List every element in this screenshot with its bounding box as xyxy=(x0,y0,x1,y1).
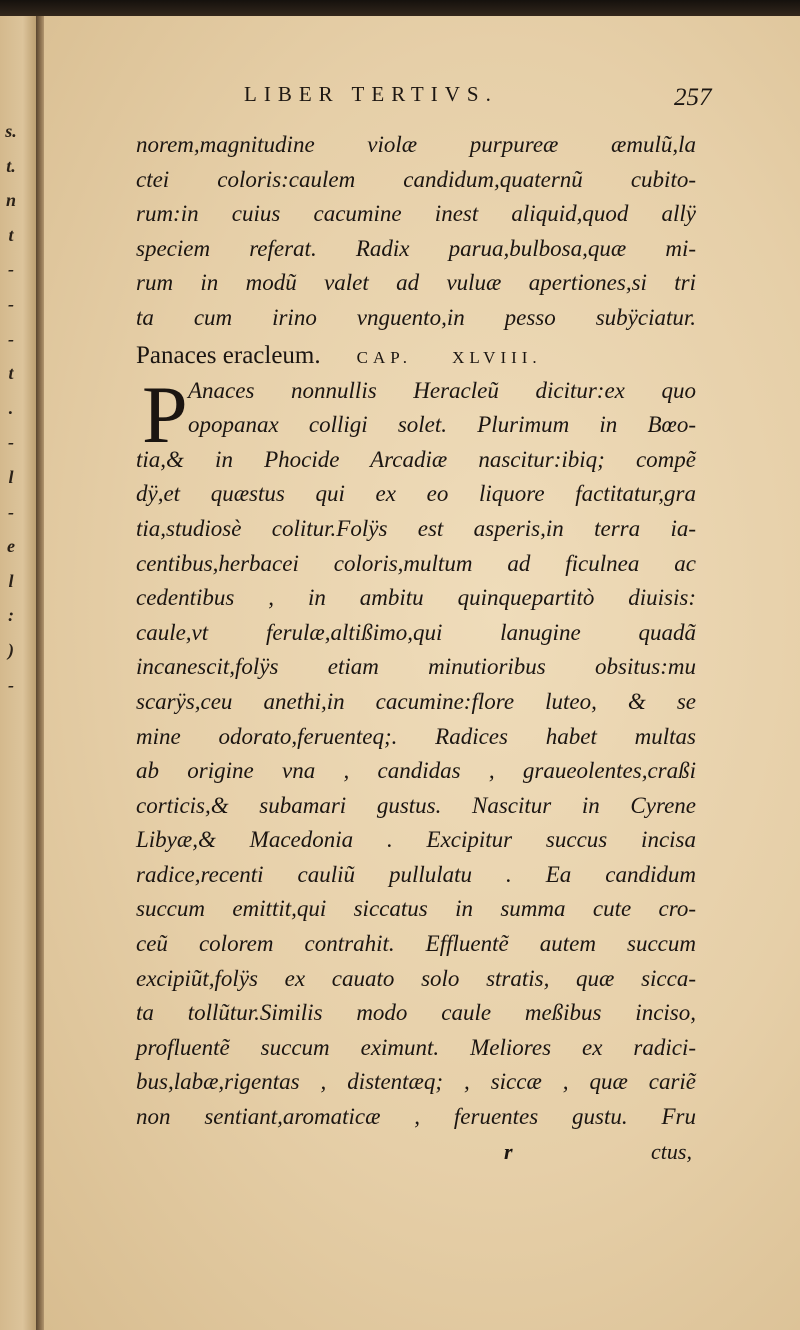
text-line: opopanax colligi solet. Plurimum in Bœo- xyxy=(188,412,696,438)
text-line: excipiũt,folÿs ex cauato solo stratis, quæ sicca- xyxy=(136,965,696,991)
facing-page-glyph: ) xyxy=(8,640,14,660)
text-line: ab origine vna , candidas , graueolentes,craßi xyxy=(136,758,696,784)
facing-page-glyph: - xyxy=(8,259,14,280)
text-line: ctei coloris:caulem candidum,quaternũ cubito- xyxy=(136,166,696,192)
facing-page-glyph: t. xyxy=(6,155,16,176)
chapter-number: XLVIII. xyxy=(452,347,542,367)
text-line: ta cum irino vnguento,in pesso subÿciatur. xyxy=(136,304,696,330)
facing-page-glyph: - xyxy=(8,501,14,522)
catchword: ctus, xyxy=(651,1138,692,1164)
text-line: corticis,& subamari gustus. Nascitur in Cyrene xyxy=(136,792,696,818)
facing-page-glyph: t xyxy=(8,224,14,245)
chapter-title: Panaces eracleum. xyxy=(136,341,321,369)
text-line: Anaces nonnullis Heracleũ dicitur:ex quo xyxy=(188,377,696,403)
text-line: non sentiant,aromaticæ , feruentes gustu. Fru xyxy=(136,1104,696,1130)
text-line: tia,studiosè colitur.Folÿs est asperis,in terra ia- xyxy=(136,515,696,541)
text-line: profluentẽ succum eximunt. Meliores ex radici- xyxy=(136,1034,696,1060)
facing-page-glyph: e xyxy=(7,536,15,557)
facing-page-glyph: - xyxy=(8,432,14,453)
running-head: LIBER TERTIVS. xyxy=(244,82,498,106)
text-line: succum emittit,qui siccatus in summa cute cro- xyxy=(136,896,696,922)
page-number: 257 xyxy=(674,84,712,111)
facing-page-glyph: : xyxy=(8,605,14,626)
facing-page-edge xyxy=(0,16,38,1330)
facing-page-glyph: t xyxy=(8,363,14,384)
text-line: incanescit,folÿs etiam minutioribus obsitus:mu xyxy=(136,654,696,680)
text-line: ta tollũtur.Similis modo caule meßibus inciso, xyxy=(136,1000,696,1026)
text-line: ceũ colorem contrahit. Effluentẽ autem succum xyxy=(136,931,696,957)
facing-page-glyph: l xyxy=(8,570,14,591)
facing-page-glyph: - xyxy=(8,328,14,349)
text-line: dÿ,et quæstus qui ex eo liquore factitatur,gra xyxy=(136,481,696,507)
body-paragraph xyxy=(136,443,696,1135)
chapter-label: CAP. xyxy=(356,347,413,367)
text-line: cedentibus , in ambitu quinquepartitò diuisis: xyxy=(136,585,696,611)
text-line: rum in modũ valet ad vuluæ apertiones,si tri xyxy=(136,270,696,296)
text-line: Libyæ,& Macedonia . Excipitur succus incisa xyxy=(136,827,696,853)
text-line: scarÿs,ceu anethi,in cacumine:flore luteo, & se xyxy=(136,688,696,714)
text-line: centibus,herbacei coloris,multum ad ficulnea ac xyxy=(136,550,696,576)
text-line: mine odorato,feruenteq;. Radices habet multas xyxy=(136,723,696,749)
text-line: caule,vt ferulæ,altißimo,qui lanugine quadã xyxy=(136,619,696,645)
text-line: speciem referat. Radix parua,bulbosa,quæ mi- xyxy=(136,235,696,261)
text-block xyxy=(136,128,696,1175)
book-page xyxy=(44,16,800,1330)
facing-page-glyph: l xyxy=(8,467,14,487)
dropcap-lines xyxy=(136,374,696,443)
text-line: norem,magnitudine violæ purpureæ æmulũ,la xyxy=(136,132,696,157)
drop-cap: P xyxy=(142,368,188,460)
text-line: bus,labæ,rigentas , distentæq; , siccæ , quæ cariẽ xyxy=(136,1069,696,1095)
facing-page-glyph: - xyxy=(8,674,14,695)
text-line: rum:in cuius cacumine inest aliquid,quod allÿ xyxy=(136,201,696,227)
text-line: tia,& in Phocide Arcadiæ nascitur:ibiq; compẽ xyxy=(136,446,696,472)
facing-page-glyph: . xyxy=(8,397,14,418)
facing-page-glyph: s. xyxy=(5,121,17,141)
signature-mark: r xyxy=(504,1138,513,1164)
intro-paragraph xyxy=(136,128,696,336)
page-footer xyxy=(136,1135,696,1175)
text-line: radice,recenti cauliũ pullulatu . Ea candidum xyxy=(136,861,696,887)
facing-page-glyph: - xyxy=(8,294,14,314)
facing-page-glyph: n xyxy=(5,190,16,211)
chapter-heading xyxy=(136,336,696,374)
